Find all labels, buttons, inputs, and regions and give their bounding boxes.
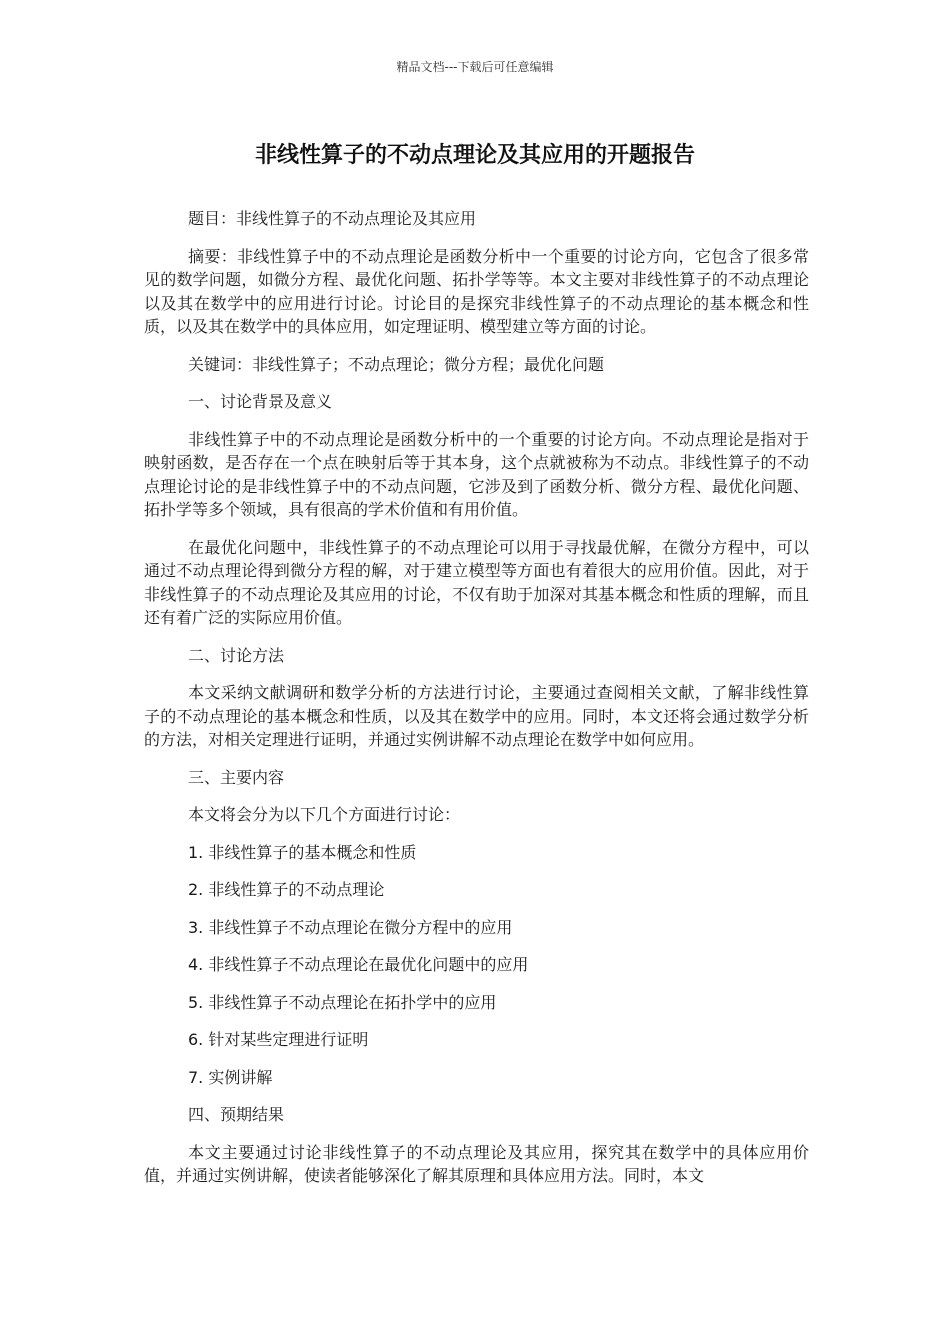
list-item: 5. 非线性算子不动点理论在拓扑学中的应用 <box>188 992 497 1012</box>
paragraph-background-1: 非线性算子中的不动点理论是函数分析中的一个重要的讨论方向。不动点理论是指对于映射函数，是否存在一个点在映射后等于其本身，这个点就被称为不动点。非线性算子的不动点理论讨论的是非线性算子中的不动点问题，它涉及到了函数分析、微分方程、最优化问题、拓扑学等多个领域，具有很高的学术价值和有用价值。 <box>144 429 809 519</box>
paragraph-topic: 题目：非线性算子的不动点理论及其应用 <box>188 209 477 228</box>
paragraph-content-intro: 本文将会分为以下几个方面进行讨论： <box>188 805 461 824</box>
list-item: 4. 非线性算子不动点理论在最优化问题中的应用 <box>188 955 529 974</box>
section-heading-results: 四、预期结果 <box>188 1105 285 1124</box>
section-heading-content: 三、主要内容 <box>188 767 285 787</box>
paragraph-background-2: 在最优化问题中，非线性算子的不动点理论可以用于寻找最优解，在微分方程中，可以通过不动点理论得到微分方程的解，对于建立模型等方面也有着很大的应用价值。因此，对于非线性算子的不动点理论及其应用的讨论，不仅有助于加深对其基本概念和性质的理解，而且还有着广泛的实际应用价值。 <box>144 537 809 627</box>
list-item: 6. 针对某些定理进行证明 <box>188 1030 369 1049</box>
document-title: 非线性算子的不动点理论及其应用的开题报告 <box>254 143 695 168</box>
list-item: 7. 实例讲解 <box>188 1067 273 1087</box>
list-item: 1. 非线性算子的基本概念和性质 <box>188 842 417 862</box>
paragraph-results: 本文主要通过讨论非线性算子的不动点理论及其应用，探究其在数学中的具体应用价值，并通过实例讲解，使读者能够深化了解其原理和具体应用方法。同时，本文 <box>144 1142 809 1185</box>
paragraph-keywords: 关键词：非线性算子；不动点理论；微分方程；最优化问题 <box>188 354 605 374</box>
list-item: 3. 非线性算子不动点理论在微分方程中的应用 <box>188 917 513 937</box>
section-heading-background: 一、讨论背景及意义 <box>188 392 333 411</box>
paragraph-abstract: 摘要：非线性算子中的不动点理论是函数分析中一个重要的讨论方向，它包含了很多常见的数学问题，如微分方程、最优化问题、拓扑学等等。本文主要对非线性算子的不动点理论以及其在数学中的应用进行讨论。讨论目的是探究非线性算子的不动点理论的基本概念和性质，以及其在数学中的具体应用，如定理证明、模型建立等方面的讨论。 <box>144 246 809 336</box>
section-heading-method: 二、讨论方法 <box>188 645 285 665</box>
list-item: 2. 非线性算子的不动点理论 <box>188 880 385 899</box>
page-header: 精品文档---下载后可任意编辑 <box>396 60 554 74</box>
paragraph-method: 本文采纳文献调研和数学分析的方法进行讨论，主要通过查阅相关文献，了解非线性算子的不动点理论的基本概念和性质，以及其在数学中的应用。同时，本文还将会通过数学分析的方法，对相关定理进行证明，并通过实例讲解不动点理论在数学中如何应用。 <box>144 683 809 749</box>
document-body <box>144 207 809 1202</box>
